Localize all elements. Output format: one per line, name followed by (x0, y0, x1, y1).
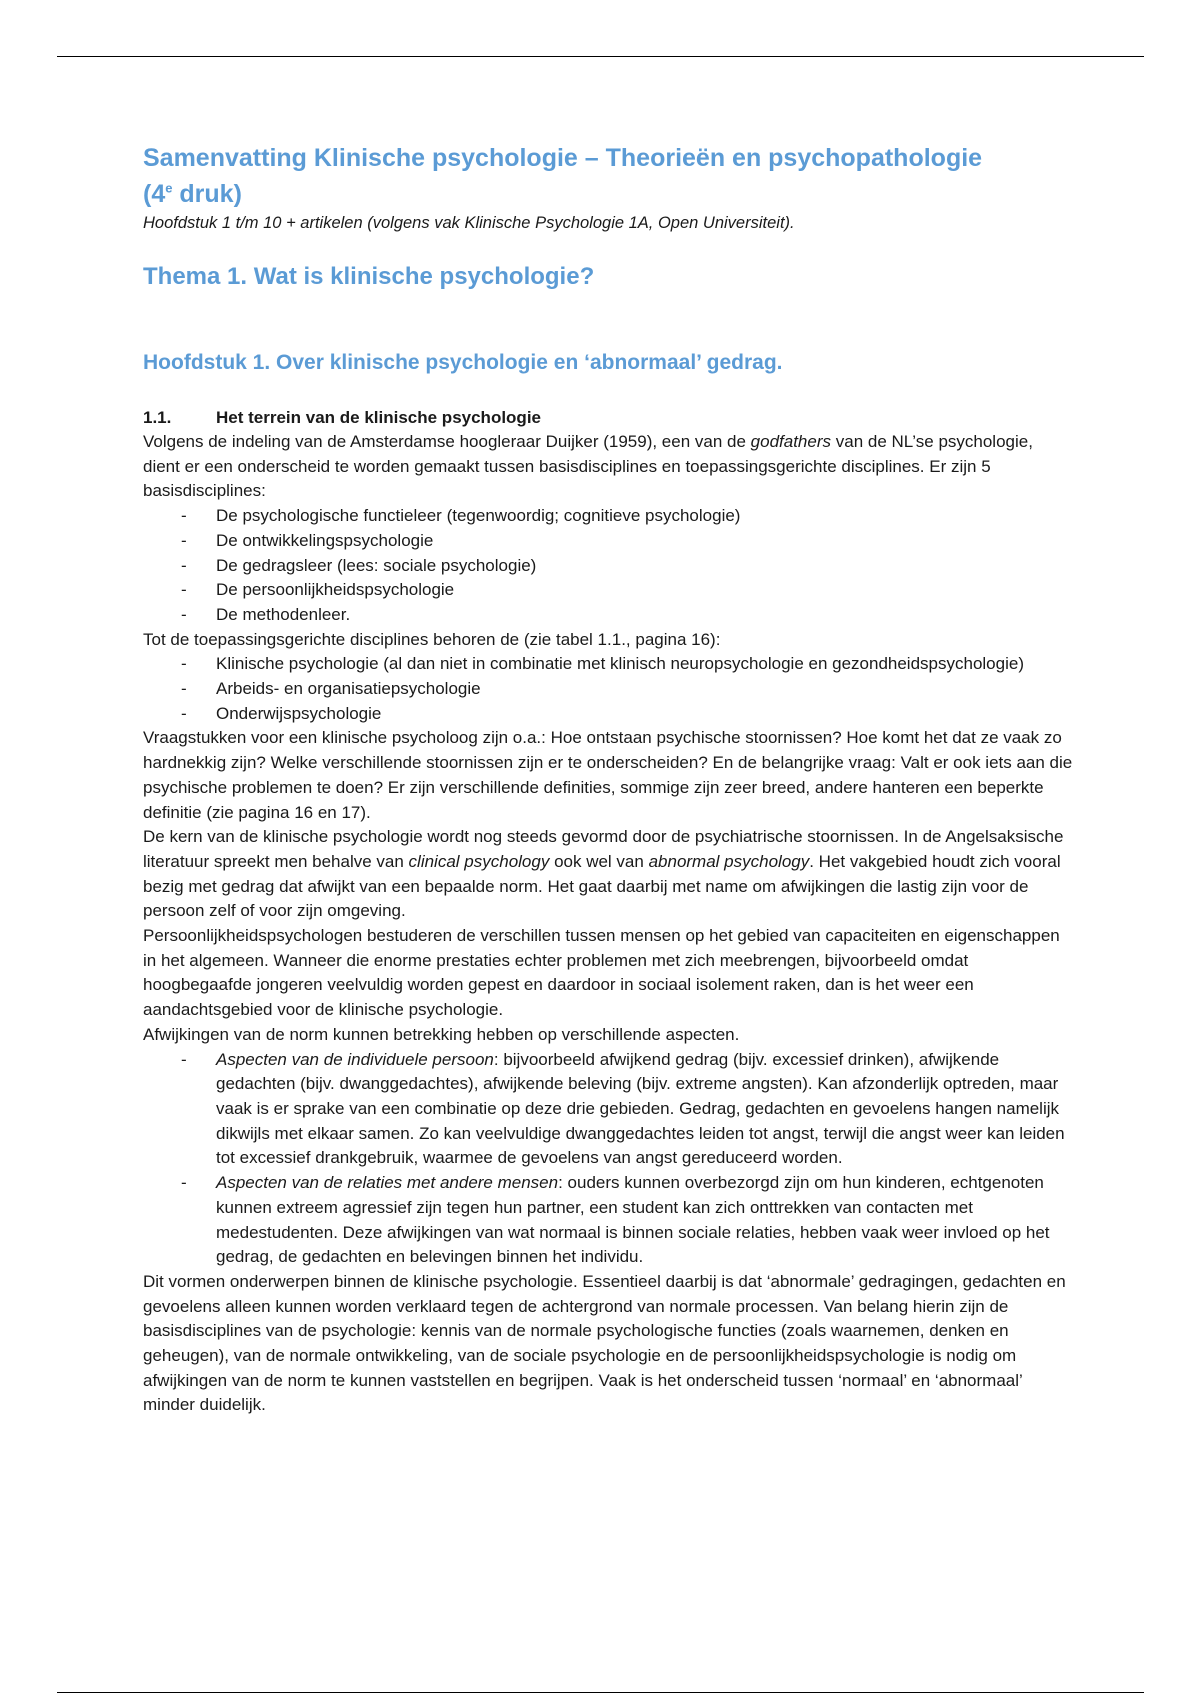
section-heading (143, 406, 1073, 430)
aspect-text: : bijvoorbeeld afwijkend gedrag (bijv. excessief drinken), afwijkende gedachten (bijv. dwanggedachtes), afwijkende beleving (bijv. extreme angsten). Kan afzonderlijk optreden, maar vaak is er sprake van een combinatie op deze drie gebieden. Gedrag, gedachten en gevoelens hangen namelijk dikwijls met elkaar samen. Zo kan veelvuldige dwanggedachtes leiden tot angst, terwijl die angst weer kan leiden tot excessief drankgebruik, waarmee de gevoelens van angst gereduceerd worden. (216, 1049, 1065, 1168)
list-item (143, 554, 1073, 579)
list-item (143, 529, 1073, 554)
bullet-dash: - (181, 654, 187, 674)
paragraph-toepassing: Tot de toepassingsgerichte disciplines behoren de (zie tabel 1.1., pagina 16): (143, 629, 721, 649)
emphasis-clinical-psychology: clinical psychology (408, 851, 550, 871)
list-item-text: Arbeids- en organisatiepsychologie (216, 679, 481, 699)
list-item-text: De methodenleer. (216, 604, 351, 624)
list-item-text: De ontwikkelingspsychologie (216, 530, 434, 550)
bullet-dash: - (181, 703, 187, 723)
title-edition-open: (4 (143, 180, 166, 208)
text-run: De kern van de klinische psychologie wordt nog steeds gevormd door de psychiatrische stoornissen. In de Angelsaksische literatuur spreekt men behalve van (143, 827, 1064, 871)
aspect-text: : ouders kunnen overbezorgd zijn om hun kinderen, echtgenoten kunnen extreem agressief zijn tegen hun partner, een student kan zich onttrekken van contacten met medestudenten. Deze afwijkingen van wat normaal is binnen sociale relaties, hebben vaak weer invloed op het gedrag, de gedachten en belevingen binnen het individu. (216, 1173, 1050, 1267)
emphasis-abnormal-psychology: abnormal psychology (648, 851, 810, 871)
header-rule (57, 56, 1144, 57)
title-main: Samenvatting Klinische psychologie – Theorieën en psychopathologie (143, 144, 983, 172)
bullet-dash: - (181, 1049, 187, 1069)
list-item-text: De persoonlijkheidspsychologie (216, 580, 455, 600)
chapter-heading: Hoofdstuk 1. Over klinische psychologie en ‘abnormaal’ gedrag. (143, 351, 783, 374)
emphasis-godfathers: godfathers (750, 432, 832, 451)
basis-disciplines-list (143, 504, 1073, 628)
title-edition-sup: e (165, 180, 173, 196)
text-run: ook wel van (549, 851, 649, 871)
section-number: 1.1. (143, 408, 172, 427)
text-run: . Het vakgebied houdt zich vooral bezig met gedrag dat afwijkt van een bepaalde norm. Het gaat daarbij met name om afwijkingen die lastig zijn voor de persoon zelf of voor zijn omgeving. (143, 851, 1061, 921)
paragraph-kern (143, 825, 1073, 924)
aspect-label: Aspecten van de relaties met andere mensen (216, 1173, 559, 1193)
list-item-text: Klinische psychologie (al dan niet in combinatie met klinisch neuropsychologie en gezondheidspsychologie) (216, 654, 1024, 674)
paragraph-intro (143, 430, 1073, 504)
bullet-dash: - (181, 555, 187, 575)
bullet-dash: - (181, 580, 187, 600)
list-item (143, 578, 1073, 603)
paragraph-persoonlijkheid: Persoonlijkheidspsychologen bestuderen de verschillen tussen mensen op het gebied van capaciteiten en eigenschappen in het algemeen. Wanneer die enorme prestaties echter problemen met zich meebrengen, bijvoorbeeld omdat hoogbegaafde jongeren veelvuldig worden gepest en daardoor in sociaal isolement raken, dan is het weer een aandachtsgebied voor de klinische psychologie. (143, 926, 1060, 1020)
paragraph-vraagstukken: Vraagstukken voor een klinische psycholoog zijn o.a.: Hoe ontstaan psychische stoornissen? Hoe komt het dat ze vaak zo hardnekkig zijn? Welke verschillende stoornissen zijn er te onderscheiden? En de belangrijke vraag: Valt er ook iets aan die psychische problemen te doen? Er zijn verschillende definities, sommige zijn zeer breed, andere hanteren een beperkte definitie (zie pagina 16 en 17). (143, 728, 1073, 822)
list-item (143, 1048, 1073, 1172)
list-item-text: De psychologische functieleer (tegenwoordig; cognitieve psychologie) (216, 506, 741, 526)
list-item (143, 652, 1073, 677)
aspect-label: Aspecten van de individuele persoon (216, 1049, 494, 1069)
bullet-dash: - (181, 1173, 187, 1193)
document-subtitle: Hoofdstuk 1 t/m 10 + artikelen (volgens vak Klinische Psychologie 1A, Open Universiteit). (143, 214, 795, 232)
bullet-dash: - (181, 530, 187, 550)
text-run: van de NL’se psychologie, dient er een onderscheid te worden gemaakt tussen basisdisciplines en toepassingsgerichte disciplines. Er zijn 5 basisdisciplines: (143, 432, 1033, 501)
list-item (143, 504, 1073, 529)
title-edition-close: druk) (172, 180, 242, 208)
list-item (143, 603, 1073, 628)
document-title (143, 140, 1073, 212)
footer-rule (57, 1692, 1144, 1693)
list-item-text: De gedragsleer (lees: sociale psychologie) (216, 555, 537, 575)
text-run: Volgens de indeling van de Amsterdamse hoogleraar Duijker (1959), een van de (143, 432, 751, 451)
paragraph-conclusie: Dit vormen onderwerpen binnen de klinische psychologie. Essentieel daarbij is dat ‘abnormale’ gedragingen, gedachten en gevoelens alleen kunnen worden verklaard tegen de achtergrond van normale processen. Van belang hierin zijn de basisdisciplines van de psychologie: kennis van de normale psychologische functies (zoals waarnemen, denken en geheugen), van de normale ontwikkeling, van de sociale psychologie en de persoonlijkheidspsychologie is nodig om afwijkingen van de norm te kunnen vaststellen en begrijpen. Vaak is het onderscheid tussen ‘normaal’ en ‘abnormaal’ minder duidelijk. (143, 1271, 1066, 1415)
paragraph-afwijkingen: Afwijkingen van de norm kunnen betrekking hebben op verschillende aspecten. (143, 1024, 740, 1044)
section-title: Het terrein van de klinische psychologie (216, 408, 541, 427)
list-item-text: Onderwijspsychologie (216, 703, 382, 723)
applied-disciplines-list (143, 652, 1073, 726)
list-item (143, 677, 1073, 702)
document-body (143, 140, 1073, 1418)
bullet-dash: - (181, 506, 187, 526)
list-item (143, 702, 1073, 727)
bullet-dash: - (181, 679, 187, 699)
aspects-list (143, 1048, 1073, 1270)
bullet-dash: - (181, 604, 187, 624)
thema-heading: Thema 1. Wat is klinische psychologie? (143, 263, 595, 290)
list-item (143, 1171, 1073, 1270)
